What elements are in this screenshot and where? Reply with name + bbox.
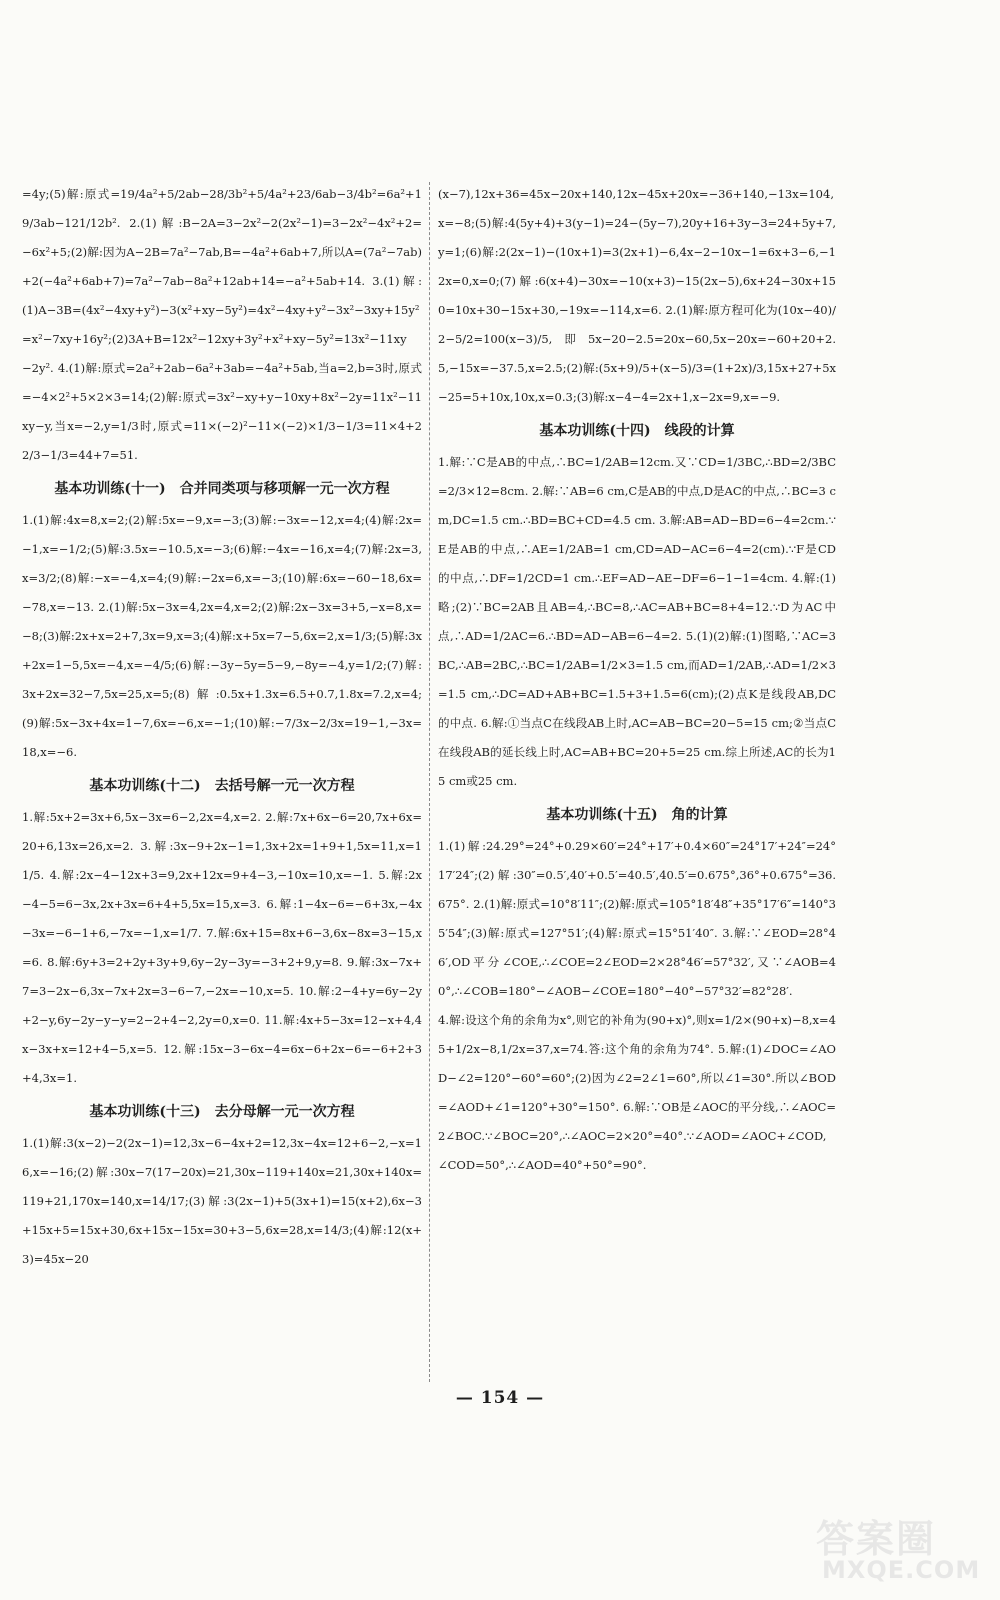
answer-paragraph: 1.(1)解:4x=8,x=2;(2)解:5x=−9,x=−3;(3)解:−3x=−12,x=4;(4)解:2x=−1,x=−1/2;(5)解:3.5x=−10.5,x=−3;(6)解:−4x=−16,x=4;(7)解:2x=3,x=3/2;(8)解:−x=−4,x=4;(9)解:−2x=6,x=−3;(10)解:6x=−60−18,6x=−78,x=−13. 2.(1)解:5x−3x=4,2x=4,x=2;(2)解:2x−3x=3+5,−x=8,x=−8;(3)解:2x+x=2+7,3x=9,x=3;(4)解:x+5x=7−5,6x=2,x=1/3;(5)解:3x+2x=1−5,5x=−4,x=−4/5;(6)解:−3y−5y=5−9,−8y=−4,y=1/2;(7)解:3x+2x=32−7,5x=25,x=5;(8)解:0.5x+1.3x=6.5+0.7,1.8x=7.2,x=4;(9)解:5x−3x+4x=1−7,6x=−6,x=−1;(10)解:−7/3x−2/3x=19−1,−3x=18,x=−6. [22,513,422,759]
answer-paragraph: 1.解:5x+2=3x+6,5x−3x=6−2,2x=4,x=2. 2.解:7x+6x−6=20,7x+6x=20+6,13x=26,x=2. 3.解:3x−9+2x−1=1,3x+2x=1+9+1,5x=11,x=11/5. 4.解:2x−4−12x+3=9,2x+12x=9+4−3,−10x=10,x=−1. 5.解:2x−4−5=6−3x,2x+3x=6+4+5,5x=15,x=3. 6.解:1−4x−6=−6+3x,−4x−3x=−6−1+6,−7x=−1,x=1/7. 7.解:6x+15=8x+6−3,6x−8x=3−15,x=6. 8.解:6y+3=2+2y+3y+9,6y−2y−3y=−3+2+9,y=8. 9.解:3x−7x+7=3−2x−6,3x−7x+2x=3−6−7,−2x=−10,x=5. 10.解:2−4+y=6y−2y+2−y,6y−2y−y−y=2−2+4−2,2y=0,x=0. 11.解:4x+5−3x=12−x+4,4x−3x+x=12+4−5,x=5. 12.解:15x−3−6x−4=6x−6+2x−6=−6+2+3+4,3x=1. [22,810,422,1085]
left-column [22,180,422,1274]
section-heading-15: 基本功训练(十五) 角的计算 [546,807,728,823]
answer-paragraph: 1.(1)解:24.29°=24°+0.29×60′=24°+17′+0.4×60″=24°17′+24″=24°17′24″;(2)解:30″=0.5′,40′+0.5′=40.5′,40.5′=0.675°,36°+0.675°=36.675°. 2.(1)解:原式=10°8′11″;(2)解:原式=105°18′48″+35°17′6″=140°35′54″;(3)解:原式=127°51′;(4)解:原式=15°51′40″. 3.解:∵∠EOD=28°46′,OD平分∠COE,∴∠COE=2∠EOD=2×28°46′=57°32′,又∵∠AOB=40°,∴∠COB=180°−∠AOB−∠COE=180°−40°−57°32′=82°28′. [438,839,836,998]
column-divider [429,182,430,1382]
answer-paragraph: 1.(1)解:3(x−2)−2(2x−1)=12,3x−6−4x+2=12,3x−4x=12+6−2,−x=16,x=−16;(2)解:30x−7(17−20x)=21,30x−119+140x=21,30x+140x=119+21,170x=140,x=14/17;(3)解:3(2x−1)+5(3x+1)=15(x+2),6x−3+15x+5=15x+30,6x+15x−15x=30+3−5,6x=28,x=14/3;(4)解:12(x+3)=45x−20 [22,1136,422,1266]
section-heading-13: 基本功训练(十三) 去分母解一元一次方程 [89,1104,355,1120]
answer-paragraph: =4y;(5)解:原式=19/4a²+5/2ab−28/3b²+5/4a²+23/6ab−3/4b²=6a²+19/3ab−121/12b². 2.(1)解:B−2A=3−2x²−2(2x²−1)=3−2x²−4x²+2=−6x²+5;(2)解:因为A−2B=7a²−7ab,B=−4a²+6ab+7,所以A=(7a²−7ab)+2(−4a²+6ab+7)=7a²−7ab−8a²+12ab+14=−a²+5ab+14. 3.(1)解:(1)A−3B=(4x²−4xy+y²)−3(x²+xy−5y²)=4x²−4xy+y²−3x²−3xy+15y²=x²−7xy+16y²;(2)3A+B=12x²−12xy+3y²+x²+xy−5y²=13x²−11xy−2y². 4.(1)解:原式=2a²+2ab−6a²+3ab=−4a²+5ab,当a=2,b=3时,原式=−4×2²+5×2×3=14;(2)解:原式=3x²−xy+y−10xy+8x²−2y=11x²−11xy−y,当x=−2,y=1/3时,原式=11×(−2)²−11×(−2)×1/3−1/3=11×4+22/3−1/3=44+7=51. [22,187,422,462]
watermark-en: MXQE.COM [822,1556,981,1584]
watermark-cn: 答案圈 [816,1517,937,1561]
answer-paragraph: (x−7),12x+36=45x−20x+140,12x−45x+20x=−36+140,−13x=104,x=−8;(5)解:4(5y+4)+3(y−1)=24−(5y−7),20y+16+3y−3=24+5y+7,y=1;(6)解:2(2x−1)−(10x+1)=3(2x+1)−6,4x−2−10x−1=6x+3−6,−12x=0,x=0;(7)解:6(x+4)−30x=−10(x+3)−15(2x−5),6x+24−30x+150=10x+30−15x+30,−19x=−114,x=6. 2.(1)解:原方程可化为(10x−40)/2−5/2=100(x−3)/5,即5x−20−2.5=20x−60,5x−20x=−60+20+2.5,−15x=−37.5,x=2.5;(2)解:(5x+9)/5+(x−5)/3=(1+2x)/3,15x+27+5x−25=5+10x,10x,x=0.3;(3)解:x−4−4=2x+1,x−2x=9,x=−9. [438,187,836,404]
page-number: — 154 — [455,1388,545,1408]
answer-paragraph: 4.解:设这个角的余角为x°,则它的补角为(90+x)°,则x=1/2×(90+x)−8,x=45+1/2x−8,1/2x=37,x=74.答:这个角的余角为74°. 5.解:(1)∠DOC=∠AOD−∠2=120°−60°=60°;(2)因为∠2=2∠1=60°,所以∠1=30°.所以∠BOD=∠AOD+∠1=120°+30°=150°. 6.解:∵OB是∠AOC的平分线,∴∠AOC=2∠BOC.∵∠BOC=20°,∴∠AOC=2×20°=40°.∵∠AOD=∠AOC+∠COD,∠COD=50°,∴∠AOD=40°+50°=90°. [438,1013,836,1172]
section-heading-14: 基本功训练(十四) 线段的计算 [539,423,735,439]
watermark-logo [812,1508,982,1588]
section-heading-11: 基本功训练(十一) 合并同类项与移项解一元一次方程 [54,481,390,497]
answer-paragraph: 1.解:∵C是AB的中点,∴BC=1/2AB=12cm.又∵CD=1/3BC,∴BD=2/3BC=2/3×12=8cm. 2.解:∵AB=6 cm,C是AB的中点,D是AC的中点,∴BC=3 cm,DC=1.5 cm.∴BD=BC+CD=4.5 cm. 3.解:AB=AD−BD=6−4=2cm.∵E是AB的中点,∴AE=1/2AB=1 cm,CD=AD−AC=6−4=2(cm).∵F是CD的中点,∴DF=1/2CD=1 cm.∴EF=AD−AE−DF=6−1−1=4cm. 4.解:(1)略;(2)∵BC=2AB且AB=4,∴BC=8,∴AC=AB+BC=8+4=12.∵D为AC中点,∴AD=1/2AC=6.∴BD=AD−AB=6−4=2. 5.(1)(2)解:(1)图略,∵AC=3BC,∴AB=2BC,∴BC=1/2AB=1/2×3=1.5 cm,而AD=1/2AB,∴AD=1/2×3=1.5 cm,∴DC=AD+AB+BC=1.5+3+1.5=6(cm);(2)点K是线段AB,DC的中点. 6.解:①当点C在线段AB上时,AC=AB−BC=20−5=15 cm;②当点C在线段AB的延长线上时,AC=AB+BC=20+5=25 cm.综上所述,AC的长为15 cm或25 cm. [438,455,836,788]
right-column [438,180,836,1180]
section-heading-12: 基本功训练(十二) 去括号解一元一次方程 [89,778,355,794]
